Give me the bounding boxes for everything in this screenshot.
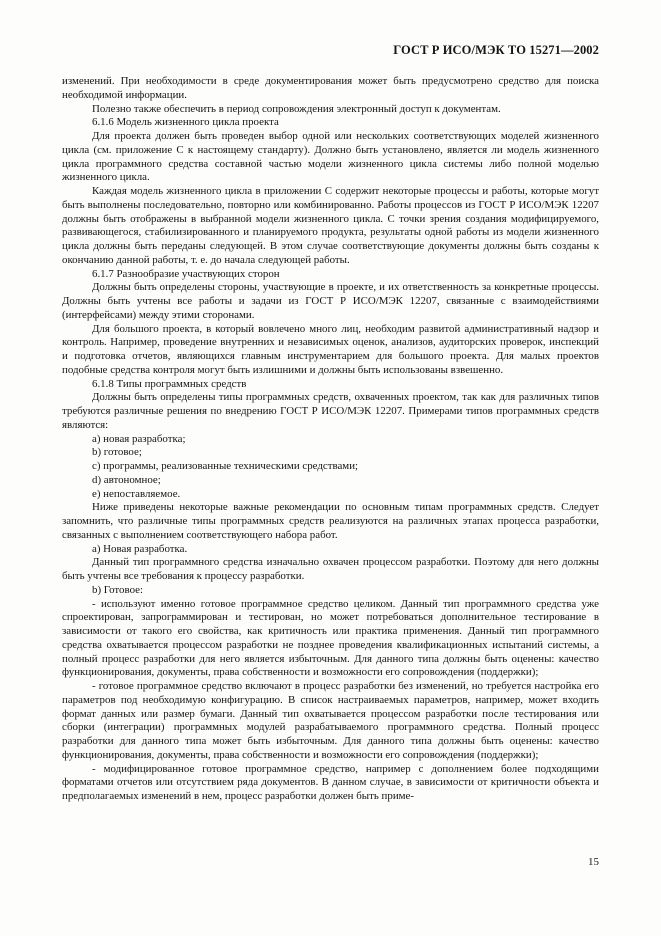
paragraph: Для проекта должен быть проведен выбор одной или нескольких соответствующих моделей жизненного цикла (см. приложение С к настоящему стандарту). Должно быть установлено, является ли модель жизненного цикла программного средства составной частью модели жизненного цикла системы либо полной моделью жизненного цикла. <box>62 130 599 184</box>
paragraph: a) Новая разработка. <box>92 542 188 555</box>
paragraph: Должны быть определены типы программных средств, охваченных проектом, так как для различных типов требуются различные решения по внедрению ГОСТ Р ИСО/МЭК 12207. Примерами типов программных средств являются: <box>62 391 599 431</box>
paragraph: - используют именно готовое программное средство целиком. Данный тип программного средства уже спроектирован, запрограммирован и тестирован, но может потребоваться дополнительное тестирование в зависимости от такого его свойства, как критичность или практика применения. Данный тип программного средства охватывается процессом разработки не позднее проведения квалификационных испытаний системы, а полный процесс разработки для него является избыточным. Для данного типа должны быть оценены: качество функционирования, документы, права собственности и возможности его сопровождения (поддержки); <box>62 597 599 679</box>
list-item: e) непоставляемое. <box>92 487 181 500</box>
paragraph: изменений. При необходимости в среде документирования может быть предусмотрено средство для поиска необходимой информации. <box>62 75 599 101</box>
paragraph: Данный тип программного средства изначально охвачен процессом разработки. Поэтому для него должны быть учтены все требования к процессу разработки. <box>62 556 599 582</box>
paragraph: b) Готовое: <box>92 583 144 596</box>
paragraph: 6.1.7 Разнообразие участвующих сторон <box>92 267 280 280</box>
paragraph: Для большого проекта, в который вовлечено много лиц, необходим развитой административный надзор и контроль. Например, проведение внутренних и независимых оценок, анализов, аудиторских проверок, инспекций и подготовка отчетов, являющихся главным инструментарием для большого проекта. Для малых проектов подобные средства контроля могут быть излишними и должны быть использованы взвешенно. <box>62 322 599 376</box>
document-body <box>62 75 599 804</box>
list-item: b) готовое; <box>92 446 142 459</box>
paragraph: 6.1.6 Модель жизненного цикла проекта <box>92 116 279 129</box>
paragraph: - модифицированное готовое программное средство, например с дополнением более подходящими форматами отчетов или отсутствием ряда документов. В данном случае, в зависимости от критичности объекта и предполагаемых изменений в нем, процесс разработки должен быть приме- <box>62 762 599 802</box>
list-item: c) программы, реализованные техническими средствами; <box>92 460 359 472</box>
paragraph: Каждая модель жизненного цикла в приложении С содержит некоторые процессы и работы, которые могут быть выполнены последовательно, повторно или комбинированно. Работы процессов из ГОСТ Р ИСО/МЭК 12207 должны быть отображены в выбранной модели жизненного цикла. С точки зрения создания модифицируемого, развивающегося, стабилизированного и планируемого продукта, результаты одной работы из модели жизненного цикла должны быть переданы следующей. В этом случае соответствующие документы должны быть созданы к окончанию данной работы, т. е. до начала следующей работы. <box>62 185 599 266</box>
paragraph: 6.1.8 Типы программных средств <box>92 377 247 390</box>
list-item: d) автономное; <box>92 473 161 486</box>
page-number: 15 <box>588 856 599 868</box>
paragraph: - готовое программное средство включают в процесс разработки без изменений, но требуется настройка его параметров под необходимую конфигурацию. В список настраиваемых параметров, например, может входить формат данных или размер бумаги. Данный тип охватывается процессом разработки после тестирования или сборки (интеграции) программных модулей разрабатываемого программного средства. Полный процесс разработки для данного типа может быть избыточным. Для данного типа должны быть оценены: качество функционирования, документы, права собственности и возможности его сопровождения (поддержки); <box>62 680 599 761</box>
document-header: ГОСТ Р ИСО/МЭК ТО 15271—2002 <box>393 43 599 57</box>
paragraph: Полезно также обеспечить в период сопровождения электронный доступ к документам. <box>92 102 501 115</box>
paragraph: Ниже приведены некоторые важные рекомендации по основным типам программных средств. Следует запомнить, что различные типы программных средств реализуются на различных этапах процесса разработки, связанных с выполнением соответствующего набора работ. <box>62 501 599 541</box>
list-item: a) новая разработка; <box>92 432 186 445</box>
paragraph: Должны быть определены стороны, участвующие в проекте, и их ответственность за конкретные процессы. Должны быть учтены все работы и задачи из ГОСТ Р ИСО/МЭК 12207, связанные с взаимодействиями (интерфейсами) между этими сторонами. <box>62 281 599 321</box>
